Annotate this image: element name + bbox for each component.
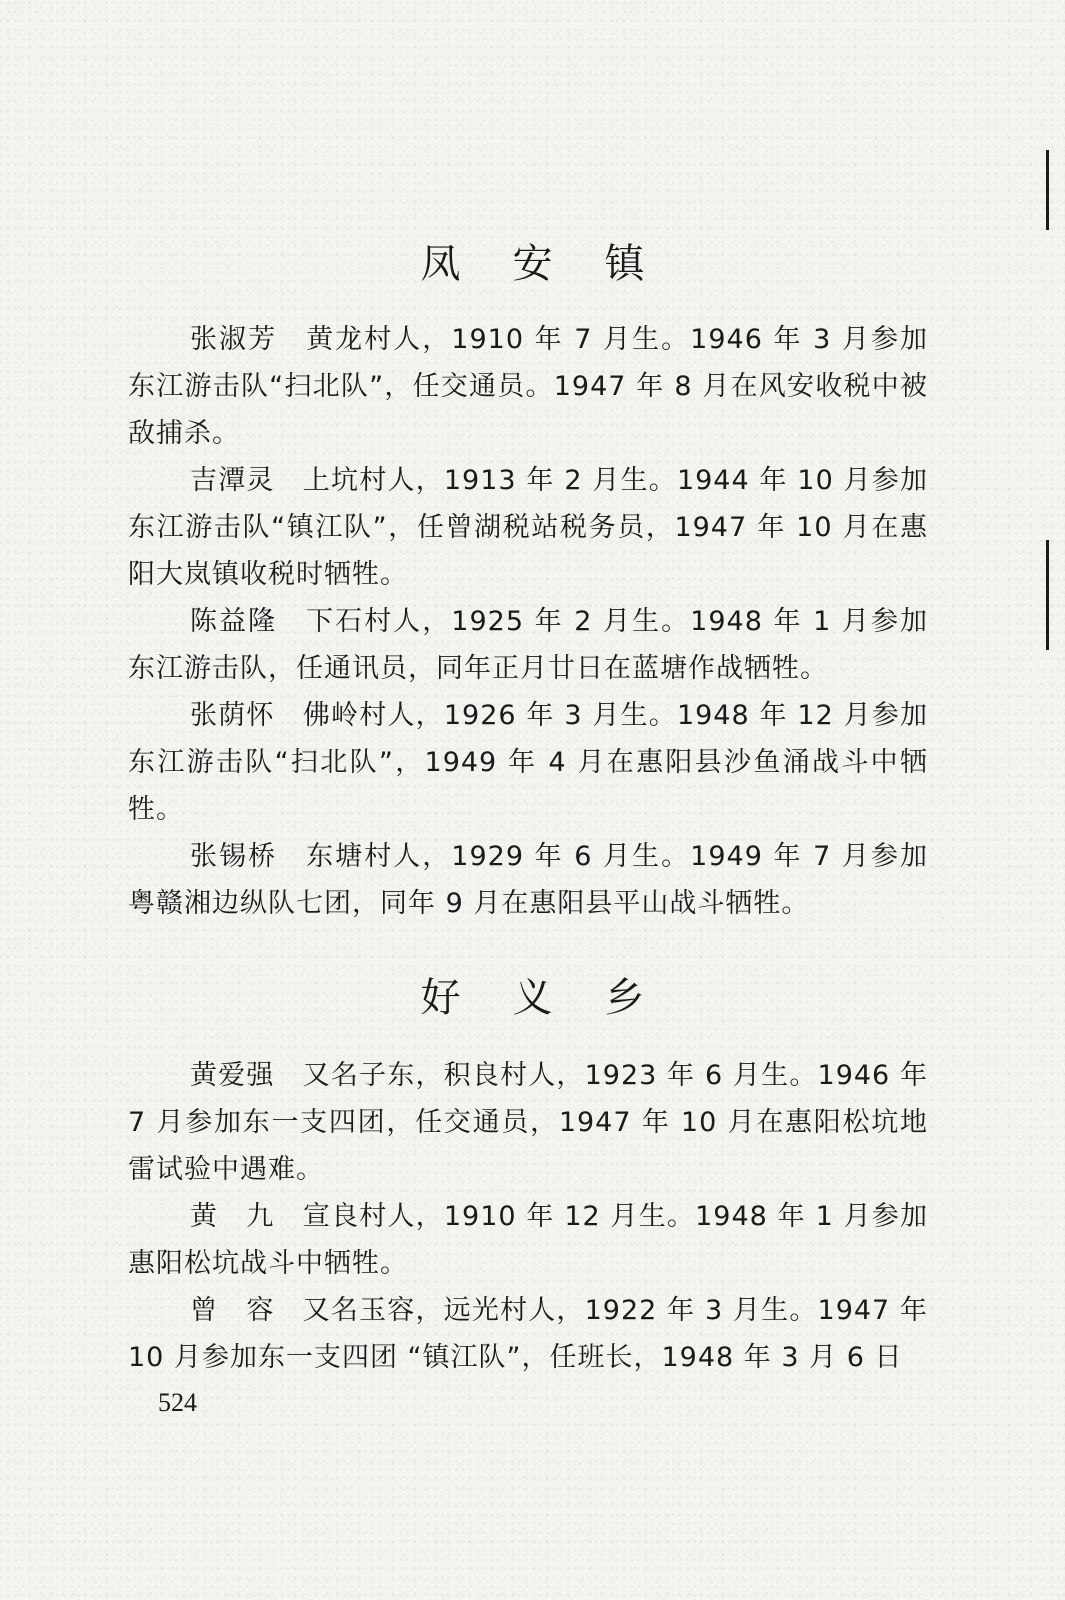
entry-name: 吉潭灵 (190, 465, 275, 496)
entry (128, 1193, 928, 1287)
entry-name: 张淑芳 (190, 324, 278, 355)
section-title-fengan: 凤安镇 (420, 241, 697, 287)
entry (128, 598, 928, 692)
entry-text: 下石村人，1925 年 2 月生。1948 年 1 月参加东江游击队，任通讯员，同年正月廿日在蓝塘作战牺牲。 (128, 606, 929, 684)
entry (128, 1287, 928, 1381)
scan-edge-mark (1046, 540, 1049, 650)
section-entries-haoyi (128, 1052, 928, 1381)
entry-text: 佛岭村人，1926 年 3 月生。1948 年 12 月参加东江游击队“扫北队”，1949 年 4 月在惠阳县沙鱼涌战斗中牺牲。 (128, 700, 928, 825)
entry (128, 833, 928, 927)
entry-name: 陈益隆 (190, 606, 278, 637)
entry-text: 黄龙村人，1910 年 7 月生。1946 年 3 月参加东江游击队“扫北队”，任交通员。1947 年 8 月在风安收税中被敌捕杀。 (128, 324, 929, 449)
entry (128, 1052, 928, 1193)
entry-text: 又名玉容，远光村人，1922 年 3 月生。1947 年 10 月参加东一支四团 “镇江队”，任班长，1948 年 3 月 6 日 (128, 1295, 929, 1373)
entry (128, 692, 928, 833)
section-entries-fengan (128, 316, 928, 927)
entry-text: 又名子东，积良村人，1923 年 6 月生。1946 年 7 月参加东一支四团，任交通员，1947 年 10 月在惠阳松坑地雷试验中遇难。 (128, 1060, 929, 1185)
entry-name: 张荫怀 (190, 700, 275, 731)
entry-text: 东塘村人，1929 年 6 月生。1949 年 7 月参加粤赣湘边纵队七团，同年 9 月在惠阳县平山战斗牺牲。 (128, 841, 929, 919)
section-title-haoyi: 好义乡 (420, 975, 697, 1021)
scan-edge-mark (1046, 150, 1049, 230)
entry-text: 宣良村人，1910 年 12 月生。1948 年 1 月参加惠阳松坑战斗中牺牲。 (128, 1201, 928, 1279)
entry-name: 黄爱强 (190, 1060, 275, 1091)
entry-name: 黄 九 (190, 1201, 275, 1232)
entry (128, 457, 928, 598)
entry-text: 上坑村人，1913 年 2 月生。1944 年 10 月参加东江游击队“镇江队”，任曾湖税站税务员，1947 年 10 月在惠阳大岚镇收税时牺牲。 (128, 465, 928, 590)
entry-name: 曾 容 (190, 1295, 275, 1326)
entry (128, 316, 928, 457)
entry-name: 张锡桥 (190, 841, 278, 872)
page-number: 524 (158, 1388, 197, 1417)
